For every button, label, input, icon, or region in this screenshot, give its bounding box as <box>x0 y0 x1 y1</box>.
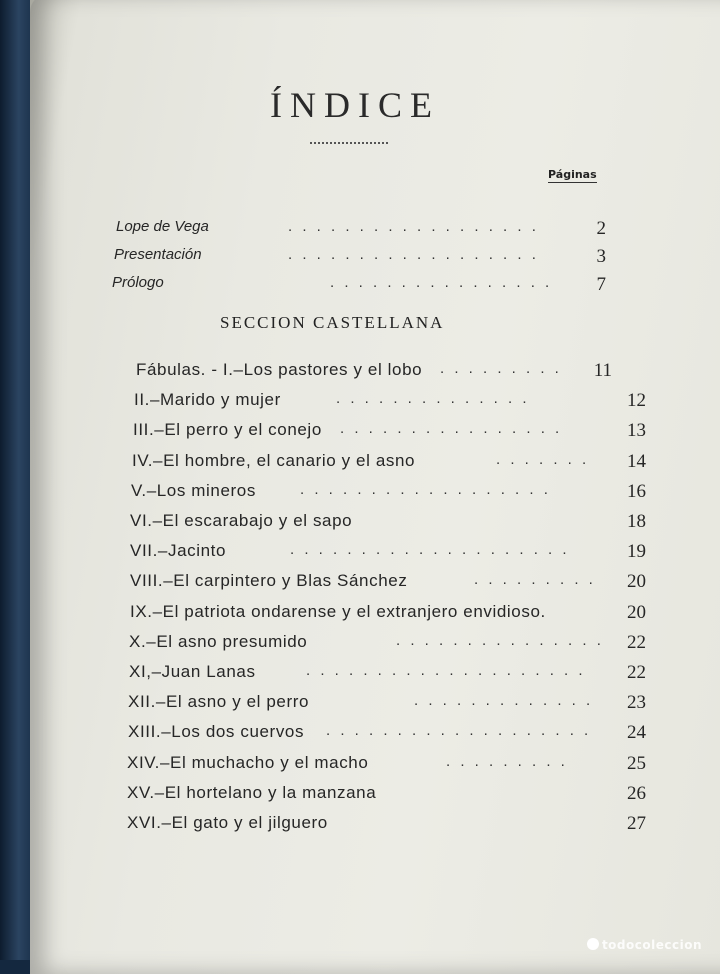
toc-entry-page: 23 <box>627 692 646 714</box>
toc-entry-page: 20 <box>627 601 646 623</box>
toc-entry-label: Prólogo <box>112 274 164 291</box>
toc-entry <box>0 420 720 450</box>
toc-entry-page: 11 <box>593 360 612 381</box>
toc-entry-page: 19 <box>627 541 646 563</box>
toc-dot-leader: . . . . . . . <box>496 450 590 468</box>
toc-entry-label: Fábulas. - I.–Los pastores y el lobo <box>136 360 423 379</box>
toc-entry-label: III.–El perro y el conejo <box>133 420 322 440</box>
toc-entry-label: XVI.–El gato y el jilguero <box>127 813 328 832</box>
toc-entry-label: VIII.–El carpintero y Blas Sánchez <box>130 571 408 591</box>
toc-dot-leader: . . . . . . . . . . . . . . . . . . <box>288 246 539 263</box>
toc-entry-label: VII.–Jacinto <box>130 541 227 561</box>
toc-entry <box>0 602 720 632</box>
toc-dot-leader: . . . . . . . . . . . . . <box>414 692 594 710</box>
toc-front-entry <box>0 218 720 248</box>
toc-dot-leader: . . . . . . . . . . . . . . . . <box>330 274 553 291</box>
toc-entry <box>0 541 720 571</box>
toc-entry-page: 12 <box>627 390 646 412</box>
section-heading: SECCION CASTELLANA <box>220 313 445 332</box>
toc-entry-page: 18 <box>627 511 646 532</box>
toc-entry-page: 27 <box>627 813 646 834</box>
toc-dot-leader: . . . . . . . . . . . . . . <box>336 390 530 408</box>
toc-entry <box>0 813 720 843</box>
toc-entry-page: 3 <box>596 246 606 267</box>
toc-entry-page: 24 <box>627 722 646 744</box>
toc-dot-leader: . . . . . . . . . . . . . . . . . . . . <box>306 662 586 679</box>
toc-dot-leader: . . . . . . . . . . . . . . . . <box>340 420 563 438</box>
toc-entry-label: Lope de Vega <box>116 218 209 235</box>
toc-entry <box>0 481 720 511</box>
toc-entry-label: V.–Los mineros <box>131 480 256 500</box>
toc-dot-leader: . . . . . . . . . <box>474 571 596 589</box>
toc-entry-page: 7 <box>596 274 606 295</box>
toc-dot-leader: . . . . . . . . . <box>440 360 562 377</box>
watermark-logo-icon <box>587 938 599 950</box>
toc-entry-label: XII.–El asno y el perro <box>128 692 310 712</box>
toc-entry-page: 25 <box>627 752 646 774</box>
toc-entry-label: Presentación <box>114 246 202 263</box>
toc-entry-page: 26 <box>627 782 646 804</box>
toc-dot-leader: . . . . . . . . . . . . . . . . . . . . <box>290 541 570 559</box>
toc-entry-page: 22 <box>627 662 646 683</box>
toc-entry <box>0 662 720 692</box>
toc-entry <box>0 632 720 662</box>
title-divider <box>310 142 388 144</box>
toc-entry-label: VI.–El escarabajo y el sapo <box>130 511 353 530</box>
toc-entry-page: 2 <box>596 218 606 239</box>
toc-entry <box>0 451 720 481</box>
toc-entry <box>0 753 720 783</box>
toc-dot-leader: . . . . . . . . . . . . . . . <box>396 631 604 649</box>
toc-entry <box>0 783 720 813</box>
toc-entry-label: XIII.–Los dos cuervos <box>128 722 305 742</box>
toc-entry <box>0 692 720 722</box>
toc-front-entry <box>0 246 720 276</box>
toc-entry-label: X.–El asno presumido <box>129 631 308 651</box>
watermark <box>587 938 702 952</box>
toc-entry-page: 20 <box>627 571 646 593</box>
toc-front-entry <box>0 274 720 304</box>
toc-dot-leader: . . . . . . . . . . . . . . . . . . . <box>326 722 592 740</box>
toc-entry <box>0 390 720 420</box>
page-title: ÍNDICE <box>270 85 440 125</box>
toc-entry-label: IX.–El patriota ondarense y el extranjero envidioso. <box>130 601 546 621</box>
toc-entry-page: 14 <box>627 450 646 472</box>
toc-entry <box>0 511 720 541</box>
toc-entry-page: 16 <box>627 480 646 502</box>
toc-entry-label: XV.–El hortelano y la manzana <box>127 782 377 802</box>
toc-entry-page: 13 <box>627 420 646 442</box>
toc-dot-leader: . . . . . . . . . . . . . . . . . . <box>300 480 551 498</box>
toc-entry-page: 22 <box>627 631 646 653</box>
toc-dot-leader: . . . . . . . . . <box>446 752 568 770</box>
toc-entry-label: IV.–El hombre, el canario y el asno <box>132 450 416 470</box>
watermark-text: todocoleccion <box>601 938 702 952</box>
toc-entry-label: II.–Marido y mujer <box>134 390 281 410</box>
toc-entry <box>0 360 720 390</box>
toc-entry <box>0 722 720 752</box>
toc-entry-label: XIV.–El muchacho y el macho <box>127 752 369 772</box>
toc-entry-label: XI,–Juan Lanas <box>129 662 256 681</box>
toc-entry <box>0 571 720 601</box>
toc-dot-leader: . . . . . . . . . . . . . . . . . . <box>288 218 539 235</box>
pages-column-header: Páginas <box>548 168 597 181</box>
